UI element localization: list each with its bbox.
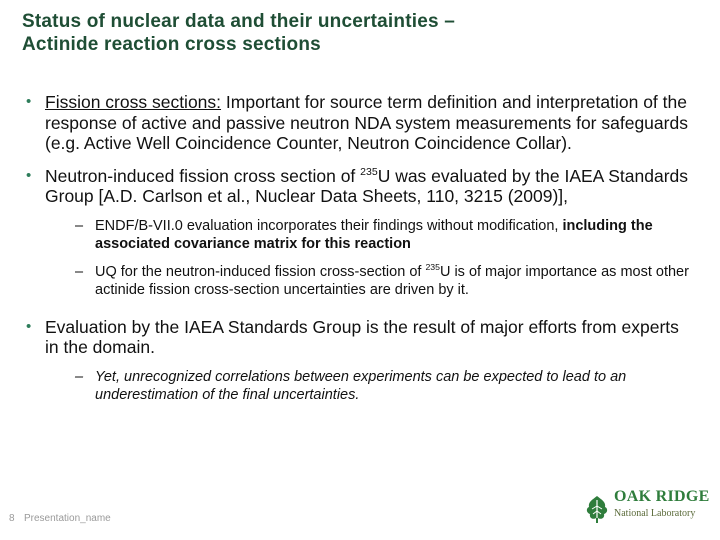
- sub-bullet-dash: –: [75, 263, 84, 280]
- logo-text-national-laboratory: National Laboratory: [614, 508, 696, 519]
- sub-bullet-endf: [45, 217, 696, 253]
- sub-bullet-dash: –: [75, 217, 84, 234]
- page-number: 8: [9, 513, 15, 524]
- isotope-superscript: 235: [425, 261, 440, 272]
- bullet-marker: •: [26, 166, 32, 184]
- slide-title-line2: Actinide reaction cross sections: [22, 34, 321, 55]
- oak-ridge-logo: [582, 488, 710, 528]
- bullet-lead: Fission cross sections:: [45, 92, 222, 112]
- sub-bullet-text: Yet, unrecognized correlations between experiments can be expected to lead to an underestimation of the final uncertainties.: [95, 368, 627, 403]
- slide-title: [22, 10, 702, 56]
- bullet-u235-evaluation: [26, 166, 696, 299]
- bullet-text: Evaluation by the IAEA Standards Group is the result of major efforts from experts in the domain.: [45, 316, 679, 357]
- isotope-superscript: 235: [360, 165, 378, 178]
- bullet-text-post: U was evaluated by the IAEA Standards Group [A.D. Carlson et al., Nuclear Data Sheets, 110, 3215 (2009)],: [45, 165, 689, 206]
- logo-text-oak-ridge: OAK RIDGE: [614, 488, 710, 505]
- sub-bullet-text-pre: UQ for the neutron-induced fission cross-section of: [95, 263, 426, 280]
- oak-leaf-icon: [582, 494, 612, 524]
- slide-title-line1: Status of nuclear data and their uncertainties –: [22, 11, 455, 32]
- sub-bullet-dash: –: [75, 368, 84, 385]
- bullet-fission-cross-sections: [26, 92, 696, 154]
- sub-bullet-correlations: [45, 368, 696, 404]
- sub-bullet-bold-text: including the associated covariance matrix for this reaction: [95, 217, 653, 252]
- bullet-marker: •: [26, 317, 32, 335]
- bullet-text-pre: Neutron-induced fission cross section of: [45, 165, 361, 186]
- sub-bullet-text: ENDF/B-VII.0 evaluation incorporates their findings without modification,: [95, 217, 563, 234]
- bullet-iaea-evaluation: [26, 317, 696, 404]
- slide-content: [26, 92, 696, 404]
- sub-bullet-text-post: U is of major importance as most other actinide fission cross-section uncertainties are driven by it.: [95, 263, 689, 298]
- sub-bullet-uq: [45, 263, 696, 299]
- presentation-name: Presentation_name: [24, 513, 111, 524]
- bullet-marker: •: [26, 93, 32, 110]
- bullet-text: Important for source term definition and interpretation of the response of active and passive neutron NDA system measurements for safeguards (e.g. Active Well Coincidence Counter, Neutron Coincidence Collar).: [45, 92, 688, 153]
